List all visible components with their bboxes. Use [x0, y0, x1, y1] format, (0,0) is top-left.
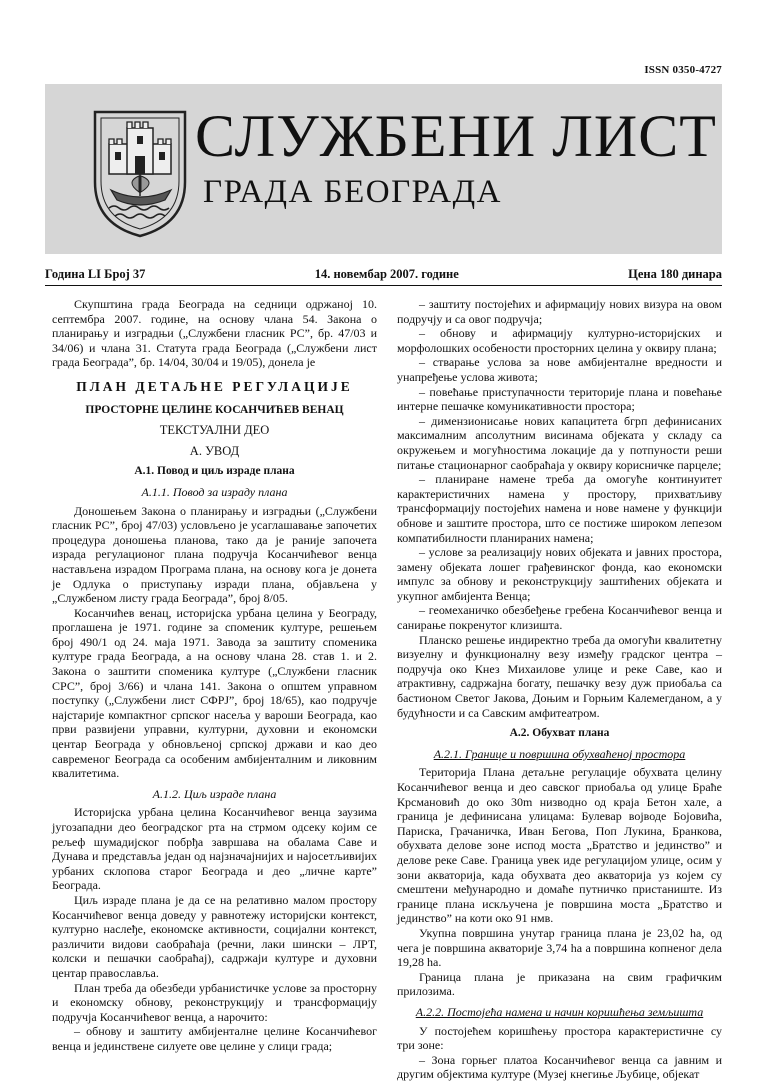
heading-a2: А.2. Обухват плана	[509, 727, 610, 740]
paragraph: – обнову и заштиту амбијенталне целине Косанчићевог венца и јединствене силуете ове целине у слици града;	[52, 1024, 377, 1053]
heading-a12: А.1.2. Циљ израде плана	[152, 786, 277, 801]
heading-a1: А.1. Повод и циљ израде плана	[134, 465, 295, 478]
section-title-intro: А. УВОД	[189, 443, 240, 458]
right-column	[397, 297, 722, 1082]
paragraph: У постојећем коришћењу простора карактеристичне су три зоне:	[397, 1023, 722, 1053]
list-item: – услове за реализацију нових објеката и јавних простора, замену објеката лошег грађевинског фонда, као економски импулс за обнову и реконструкцију заштићених објеката и укупног амбијента Венца;	[397, 545, 722, 603]
plan-title: ПЛАН ДЕТАЉНЕ РЕГУЛАЦИЈЕ	[76, 378, 353, 394]
heading-a22: А.2.2. Постојећа намена и начин коришћења земљишта	[415, 1004, 704, 1019]
heading-a11: А.1.1. Повод за израду плана	[141, 484, 288, 499]
issue-date: 14. новембар 2007. године	[314, 266, 459, 281]
list-item: – заштиту постојећих и афирмацију нових визура на овом подручју и са овог подручја;	[397, 297, 722, 326]
paragraph: Циљ израде плана је да се на релативно малом простору Косанчићевог венца доведу у равнотежу историјски контекст, културно наслеђе, економске активности, социјални контекст, различити видови саобраћаја (речни, лаки шински – ЛРТ, колски и пешачки саобраћај), садржаји културе и духовни центар православља.	[52, 892, 377, 980]
paragraph: Територија Плана детаљне регулације обухвата целину Косанчићевог венца и део савског приобаља од улице Браће Крсмановић до око 30m низводно од краја Бетон хале, а граница је дефинисана улицама: Булевар војводе Бојовића, Париска, Грачаничка, Иван Бегова, Поп Лукина, Бранкова, обухвата делове зоне испод моста „Братство и јединство” и делове реке Саве. Граница увек иде регулацијом улице, осим у зони акваторија, када обухвата део акваторија уз којем су смештени међународно и домаће путничко пристаниште. Из границе плана искључена је површина моста „Братство и јединство” на коти око 91 нмв.	[397, 765, 722, 926]
issue-number: Година LI Број 37	[45, 266, 146, 281]
list-item: – обнову и афирмацију културно-историјских и морфолошких особености просторних целина у оквиру плана;	[397, 326, 722, 355]
issn-number: ISSN 0350-4727	[644, 64, 722, 76]
list-item: – повећање приступачности територије плана и повећање интерне пешачке комуникативности простора;	[397, 384, 722, 414]
heading-a21: А.2.1. Границе и површина обухваћеној простора	[433, 746, 686, 761]
left-column	[52, 297, 377, 1054]
paragraph: Историјска урбана целина Косанчићевог венца заузима југозападни део београдског рта на стрмом одсеку којим се рељеф шумадијског побрђа завршава на обалама Саве и Дунава и представља један од најзначајнијих и најосетљивијих урбаних склопова старог Београда и део „личне карте” Београда.	[52, 805, 377, 893]
paragraph: Планско решење индиректно треба да омогући квалитетну визуелну и функционалну везу између градског центра – подручја око Кнез Михаилове улице и реке Саве, као и атрактивну, садржајна богату, пешачку везу дуж приобаља са бастионом Светог Јакова, Доњим и Горњим Калемегданом, а у будућности и са Савским амфитеатром.	[397, 632, 722, 720]
paragraph: – Зона горњег платоа Косанчићевог венца са јавним и другим објектима културе (Музеј кнегиње Љубице, објекат	[397, 1052, 722, 1082]
masthead-subtitle: ГРАДА БЕОГРАДА	[203, 174, 502, 210]
list-item: – стварање услова за нове амбијенталне вредности и унапређење услова живота;	[397, 355, 722, 384]
section-title-text: ТЕКСТУАЛНИ ДЕО	[159, 423, 270, 438]
issue-price: Цена 180 динара	[628, 266, 722, 281]
masthead-title: СЛУЖБЕНИ ЛИСТ	[195, 103, 717, 169]
paragraph: Доношењем Закона о планирању и изградњи („Службени гласник РС”, број 47/03) условљено је усаглашавање започетих процедура доношења планова, тако да је раније започета израда регулационог плана подручја Косанчићевог венца настављена израдом Програма плана, на основу кога је донета је Одлука о приступању изради плана, објављена у „Службеном листу града Београда”, број 8/05.	[52, 503, 377, 606]
paragraph: Укупна површина унутар граница плана је 23,02 ha, од чега је површина акваторије 3,74 ha а површина копненог дела 19,28 ha.	[397, 925, 722, 970]
intro-paragraph: Скупштина града Београда на седници одржаној 10. септембра 2007. године, на основу члана 54. Закона о планирању и изградњи („Службени гласник РС”, бр. 47/03 и 34/06) и члана 31. Статута града Београда („Службени лист града Београда”, бр. 14/04, 30/04 и 19/05), донела је	[52, 297, 377, 370]
paragraph: Косанчићев венац, историјска урбана целина у Београду, проглашена је 1971. године за споменик културе, решењем број 490/1 од 24. маја 1971. Завода за заштиту споменика културе града Београда, а на основу члана 28. став 1. и 2. Закона о заштити споменика културе („Службени гласник СРС”, број 3/66) и члана 141. Закона о општем управном поступку („Службени лист СФРЈ”, број 18/65), као подручје најстарије компактног српског насеља у вароши Београда, као први развијени управни, културни, духовни и економски центар Београда у обновљеној српској држави и као део савременог Београда са особеним амбијенталним и ликовним квалитетима.	[52, 605, 377, 781]
list-item: – геомеханичко обезбеђење гребена Косанчићевог венца и санирање покренутог клизишта.	[397, 603, 722, 633]
masthead	[45, 84, 722, 254]
issue-info-bar	[45, 263, 722, 286]
paragraph: План треба да обезбеди урбанистичке услове за просторну и економску обнову, реконструкцију и трансформацију подручја Косанчићевог венца, а нарочито:	[52, 980, 377, 1024]
area-title: ПРОСТОРНЕ ЦЕЛИНЕ КОСАНЧИЋЕВ ВЕНАЦ	[85, 403, 344, 416]
list-item: – димензионисање нових капацитета бгрп дефинисаних максималним апсолутним висинама објеката у складу са окружењем и могућностима локације да у потпуности реши питање стационарног саобраћаја у оквиру корисничке парцеле;	[397, 413, 722, 472]
paragraph: Граница плана је приказана на свим графичким прилозима.	[397, 969, 722, 999]
list-item: – планиране намене треба да омогуће континуитет карактеристичних намена у простору, прихватљиву трансформацију постојећих намена и нове намене у функцији обнове и заштите простора, што се постиже широком лепезом компатибилности планираних намена;	[397, 472, 722, 545]
